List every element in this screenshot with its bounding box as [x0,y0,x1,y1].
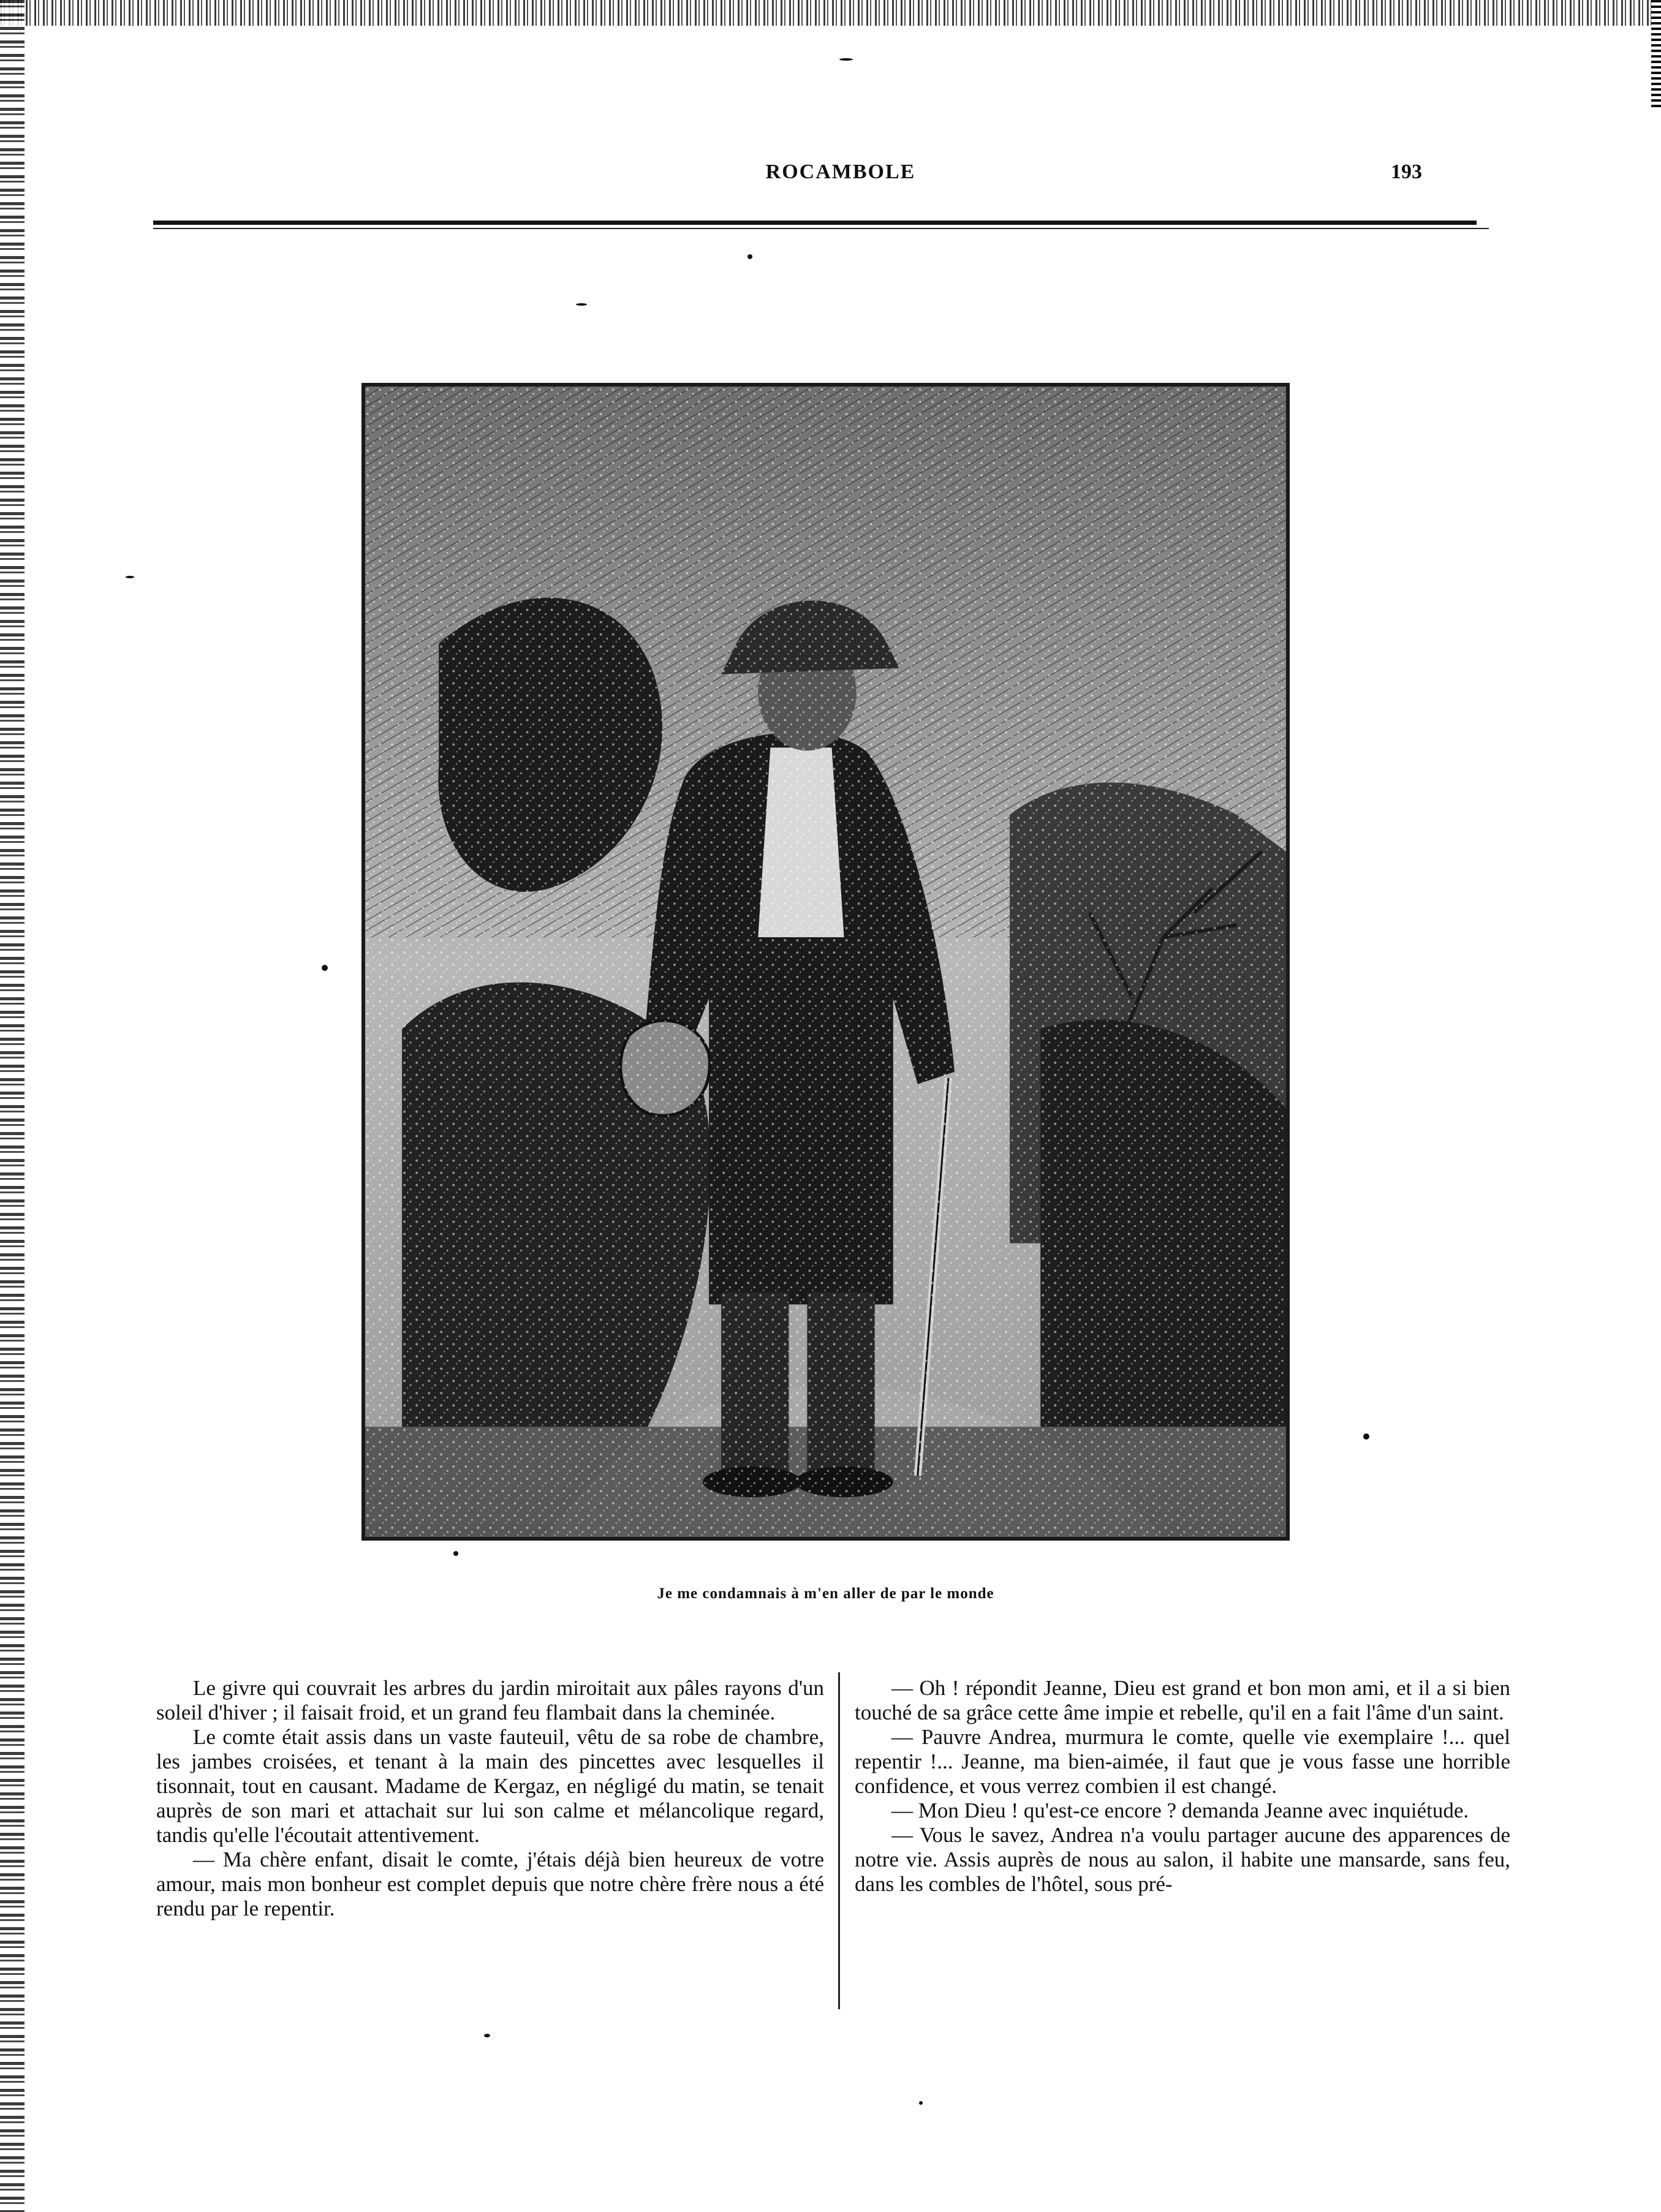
scan-speck [1363,1433,1369,1440]
scan-speck [747,254,752,259]
scan-speck [484,2034,490,2037]
scan-artifact-right [1651,0,1661,110]
paragraph: Le comte était assis dans un vaste fauteuil, vêtu de sa robe de chambre, les jambes croisées, et tenant à la main des pincettes avec lesquelles il tisonnait, tout en causant. Madame de Kergaz, en négligé du matin, se tenait auprès de son mari et attachait sur lui son calme et mélancolique regard, tandis qu'elle l'écoutait attentivement. [156,1725,824,1847]
text-column-right [855,1676,1510,1897]
column-divider [838,1672,840,2009]
engraving-illustration [361,383,1290,1541]
illustration-caption: Je me condamnais à m'en aller de par le monde [657,1585,994,1602]
scan-artifact-left [0,0,25,2212]
scan-speck [919,2101,923,2105]
header-rule-thick [153,221,1477,225]
paragraph: — Pauvre Andrea, murmura le comte, quelle vie exemplaire !... quel repentir !... Jeanne, ma bien-aimée, il faut que je vous fasse une horrible confidence, et vous verrez combien il est changé. [855,1725,1510,1798]
scan-speck [839,58,853,61]
page-number: 193 [1391,160,1422,183]
paragraph: — Mon Dieu ! qu'est-ce encore ? demanda Jeanne avec inquiétude. [891,1799,1469,1822]
header-rule-thin [153,228,1489,229]
scan-speck [576,303,587,306]
paragraph: — Oh ! répondit Jeanne, Dieu est grand et bon mon ami, et il a si bien touché de sa grâce cette âme impie et rebelle, qu'il en a fait l'âme d'un saint. [855,1676,1510,1724]
scan-speck [126,576,134,578]
text-column-left [156,1676,824,1921]
running-title: ROCAMBOLE [765,160,916,183]
scan-speck [322,965,328,971]
paragraph: Le givre qui couvrait les arbres du jardin miroitait aux pâles rayons d'un soleil d'hiver ; il faisait froid, et un grand feu flambait dans la cheminée. [156,1676,824,1724]
scan-speck [453,1551,458,1556]
engraving-figure-with-hat-and-cane [365,387,1286,1537]
scan-artifact-top [0,0,1661,26]
paragraph: — Ma chère enfant, disait le comte, j'étais déjà bien heureux de votre amour, mais mon bonheur est complet depuis que notre chère frère nous a été rendu par le repentir. [156,1848,824,1920]
paragraph: — Vous le savez, Andrea n'a voulu partager aucune des apparences de notre vie. Assis auprès de nous au salon, il habite une mansarde, sans feu, dans les combles de l'hôtel, sous pré- [855,1823,1510,1896]
